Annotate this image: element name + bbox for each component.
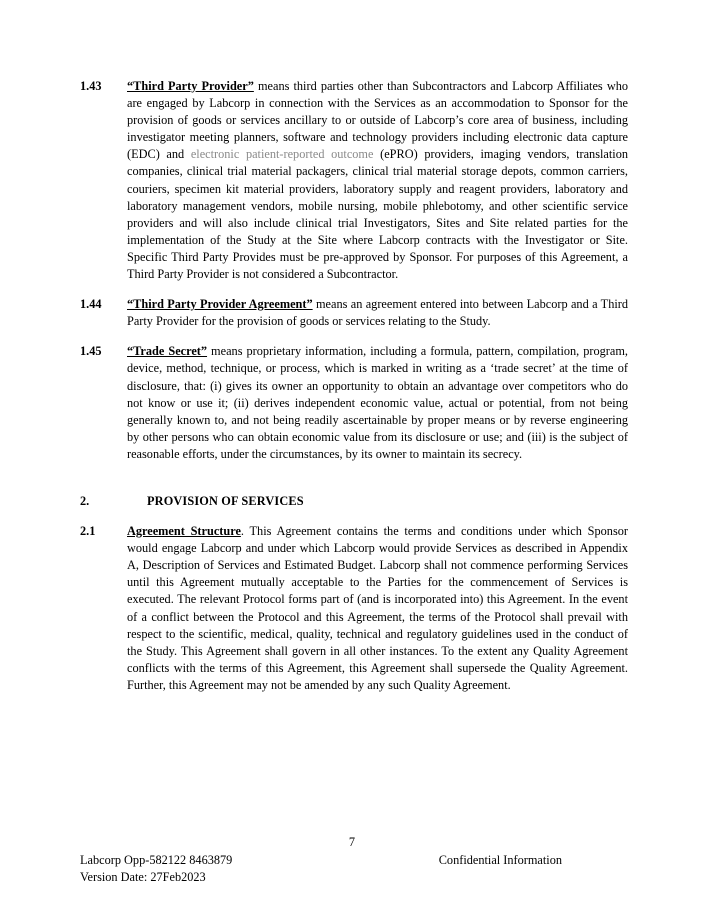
defined-term: “Third Party Provider Agreement”: [127, 297, 313, 312]
page-footer: [0, 834, 704, 885]
clause-2-1: [80, 523, 628, 694]
section-number: 2.: [80, 493, 90, 508]
clause-text-part-1: . This Agreement contains the terms and conditions under which Sponsor would engage Labcorp and under which Labcorp would provide Services as described in Appendix A, Description of Services and Estimated Budget. Labcorp shall not commence performing Services until this Agreement mutually acceptable to the Parties for the commencement of Services is executed. The relevant Protocol forms part of (and is incorporated into) this Agreement. In the event of a conflict between the Protocol and this Agreement, the terms of the Protocol shall prevail with respect to the scientific, medical, quality, technical and regulatory guidelines used in the conduct of the Study. This Agreement shall govern in all other instances. To the extent any Quality Agreement conflicts with the terms of this Agreement, this Agreement shall supersede the Quality Agreement. Further, this Agreement may not be amended by any such Quality Agreement.: [127, 524, 628, 692]
clause-text-part-1: means third parties other than Subcontractors and Labcorp Affiliates who are engaged by Labcorp in connection with the Services as an accommodation to Sponsor for the provision of goods or services ancillary to or outside of Labcorp’s core area of business, including investigator meeting planners, software and technology providers including electronic data capture (EDC) and: [127, 79, 629, 162]
clause-text-part-1: means an agreement entered into between Labcorp and a Third Party Provider for the provision of goods or services relating to the Study.: [127, 297, 628, 329]
clause-number: 1.43: [80, 79, 102, 93]
clause-1-44: [80, 296, 628, 330]
footer-row-1: [0, 852, 704, 869]
clause-number: 2.1: [80, 524, 96, 539]
footer-confidentiality: Confidential Information: [438, 853, 562, 867]
clause-text-highlighted: electronic patient-reported outcome: [190, 147, 374, 162]
clause-number: 1.44: [80, 297, 102, 312]
clause-text: [127, 523, 628, 694]
section-title: PROVISION OF SERVICES: [147, 493, 304, 508]
footer-document-id: Labcorp Opp-582122 8463879: [80, 853, 233, 867]
clause-1-43: [80, 78, 628, 283]
clause-text: [127, 78, 628, 283]
defined-term: “Trade Secret”: [127, 344, 208, 359]
section-heading-2: [80, 493, 628, 510]
clause-1-45: [80, 343, 628, 463]
clause-text-part-2: (ePRO) providers, imaging vendors, translation companies, clinical trial material packagers, clinical trial material storage depots, common carriers, couriers, specimen kit material providers, laboratory supply and reagent providers, laboratory and laboratory management vendors, mobile nursing, mobile phlebotomy, and other scientific service providers and will also include clinical trial Investigators, Sites and Site related parties for the implementation of the Study at the Site where Labcorp contracts with the Investigator or Site. Specific Third Party Provides must be pre-approved by Sponsor. For purposes of this Agreement, a Third Party Provider is not considered a Subcontractor.: [127, 147, 628, 282]
page-number: 7: [348, 835, 356, 849]
defined-term: “Third Party Provider”: [127, 79, 254, 93]
clause-text: [127, 343, 628, 463]
footer-version-date: Version Date: 27Feb2023: [80, 869, 206, 884]
clause-number: 1.45: [80, 344, 102, 359]
clause-text-part-1: means proprietary information, including a formula, pattern, compilation, program, device, method, technique, or process, which is marked in writing as a ‘trade secret’ at the time of disclosure, that: (i) gives its owner an opportunity to obtain an advantage over competitors who do not know or use it; (ii) derives independent economic value, actual or potential, from not being generally known to, and not being readily ascertainable by proper means or by reverse engineering by other persons who can obtain economic value from its disclosure or use; and (iii) is the subject of reasonable efforts, under the circumstances, by its owner to maintain its secrecy.: [127, 344, 628, 461]
defined-term: Agreement Structure: [127, 524, 241, 539]
clause-text: [127, 296, 628, 330]
